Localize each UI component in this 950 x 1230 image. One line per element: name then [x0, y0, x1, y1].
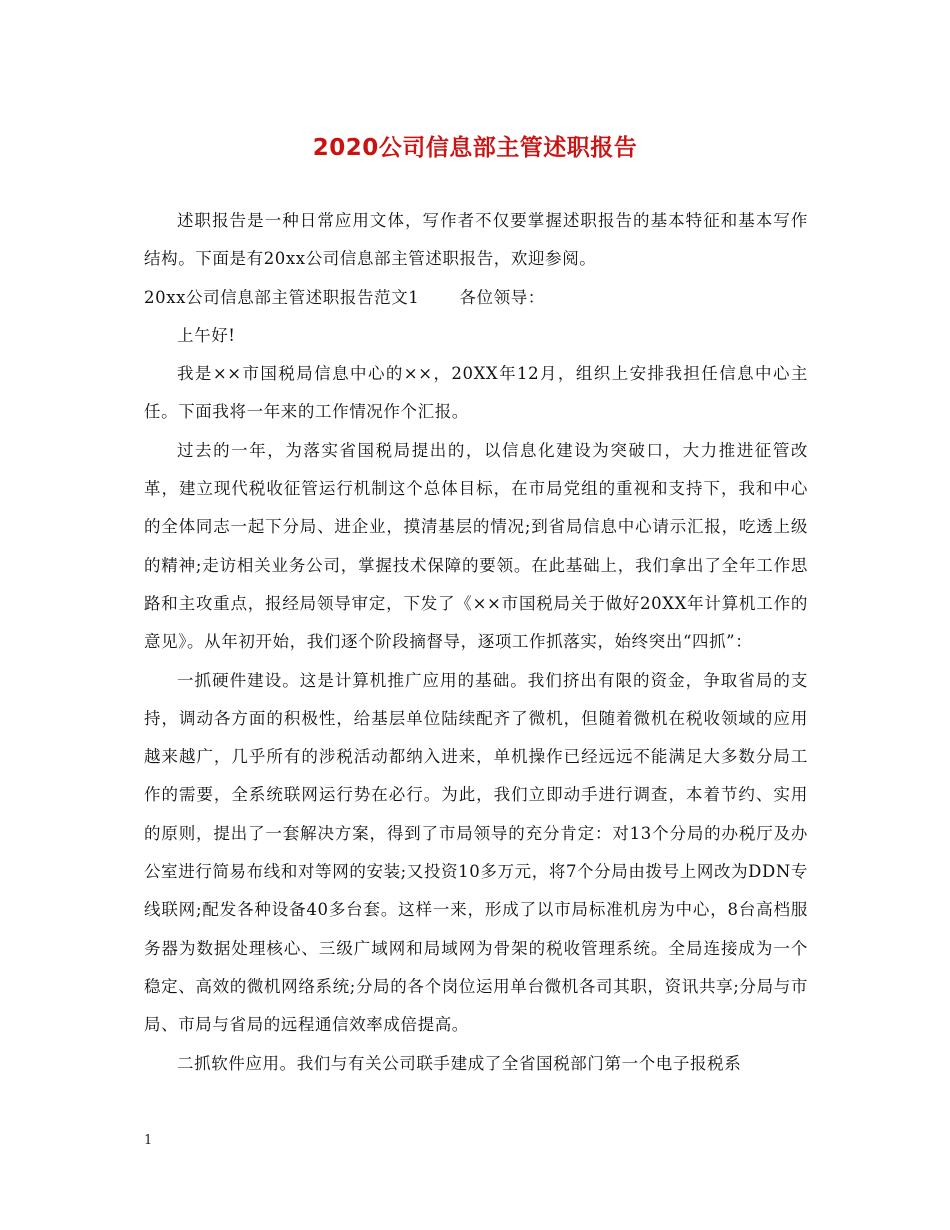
page-number: 1 [144, 1133, 153, 1148]
hardware-paragraph: 一抓硬件建设。这是计算机推广应用的基础。我们挤出有限的资金，争取省局的支持，调动各方面的积极性，给基层单位陆续配齐了微机，但随着微机在税收领域的应用越来越广，几乎所有的涉税活动都纳入进来，单机操作已经远远不能满足大多数分局工作的需要，全系统联网运行势在必行。为此，我们立即动手进行调查，本着节约、实用的原则，提出了一套解决方案，得到了市局领导的充分肯定：对13个分局的办税厅及办公室进行简易布线和对等网的安装;又投资10多万元，将7个分局由拨号上网改为DDN专线联网;配发各种设备40多台套。这样一来，形成了以市局标准机房为中心，8台高档服务器为数据处理核心、三级广域网和局域网为骨架的税收管理系统。全局连接成为一个稳定、高效的微机网络系统;分局的各个岗位运用单台微机各司其职，资讯共享;分局与市局、市局与省局的远程通信效率成倍提高。 [144, 670, 808, 1035]
sample-heading-line [144, 279, 808, 317]
greeting-paragraph: 上午好! [177, 325, 236, 345]
document-body [144, 202, 808, 1083]
salutation: 各位领导： [459, 287, 545, 307]
document-title: 2020公司信息部主管述职报告 [312, 135, 638, 161]
intro-paragraph: 述职报告是一种日常应用文体，写作者不仅要掌握述职报告的基本特征和基本写作结构。下面是有20xx公司信息部主管述职报告，欢迎参阅。 [144, 211, 808, 269]
software-paragraph: 二抓软件应用。我们与有关公司联手建成了全省国税部门第一个电子报税系 [177, 1053, 742, 1073]
self-introduction-paragraph: 我是××市国税局信息中心的××，20XX年12月，组织上安排我担任信息中心主任。下面我将一年来的工作情况作个汇报。 [144, 364, 808, 422]
sample-heading: 20xx公司信息部主管述职报告范文1 [144, 287, 420, 307]
past-year-paragraph: 过去的一年，为落实省国税局提出的，以信息化建设为突破口，大力推进征管改革，建立现代税收征管运行机制这个总体目标，在市局党组的重视和支持下，我和中心的全体同志一起下分局、进企业，摸清基层的情况;到省局信息中心请示汇报，吃透上级的精神;走访相关业务公司，掌握技术保障的要领。在此基础上，我们拿出了全年工作思路和主攻重点，报经局领导审定，下发了《××市国税局关于做好20XX年计算机工作的意见》。从年初开始，我们逐个阶段摘督导，逐项工作抓落实，始终突出“四抓”： [144, 440, 808, 652]
